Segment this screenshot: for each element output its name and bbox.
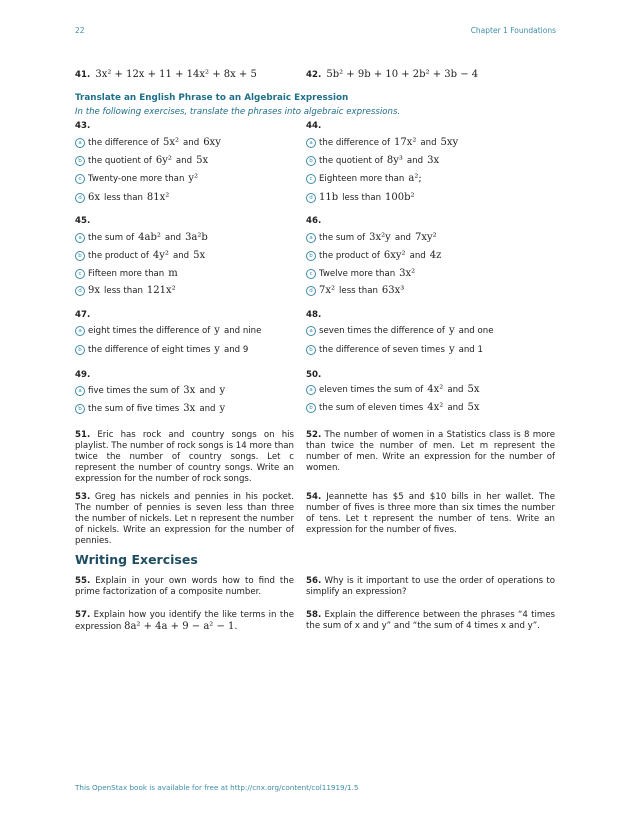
exercise-number: 48. xyxy=(306,310,322,320)
exercise-41 xyxy=(75,62,257,81)
part-badge: b xyxy=(306,251,316,261)
exercise-number: 44. xyxy=(306,121,322,131)
math-term: 7x² xyxy=(319,285,336,296)
math-term: 6xy xyxy=(203,137,221,148)
math-term: 5xy xyxy=(440,137,459,148)
phrase-text: the difference of seven times xyxy=(319,344,445,355)
exercise-number: 52. xyxy=(306,430,322,440)
math-term: 4z xyxy=(429,250,442,261)
exercise-47a xyxy=(75,325,261,336)
part-badge: b xyxy=(306,345,316,355)
math-term: y xyxy=(219,403,226,414)
exercise-56 xyxy=(306,576,555,598)
math-term: 6xy² xyxy=(383,250,406,261)
math-term: 5x xyxy=(467,402,480,413)
part-badge: d xyxy=(306,193,316,203)
math-term: 3x xyxy=(183,403,196,414)
math-term: 6x xyxy=(88,192,101,203)
math-term: 63x³ xyxy=(381,285,405,296)
math-term: 3x² xyxy=(399,268,416,279)
math-term: 4ab² xyxy=(138,232,161,243)
math-term: 81x² xyxy=(146,192,170,203)
math-term: 4y² xyxy=(152,250,169,261)
math-expression: 5b² + 9b + 10 + 2b² + 3b − 4 xyxy=(326,69,479,80)
math-term: a²; xyxy=(408,173,422,184)
phrase-text: the difference of eight times xyxy=(88,344,211,355)
math-term: 3x²y xyxy=(369,232,391,243)
page-number: 22 xyxy=(75,26,85,35)
math-term: 7xy² xyxy=(415,232,437,243)
part-badge: d xyxy=(75,286,85,296)
math-term: 5x xyxy=(196,155,209,166)
exercise-42 xyxy=(306,62,478,81)
exercise-44c xyxy=(306,173,422,184)
part-badge: b xyxy=(75,404,85,414)
part-badge: a xyxy=(75,233,85,243)
phrase-text: the product of xyxy=(88,250,149,261)
part-badge: a xyxy=(306,138,316,148)
math-expression: 8a² + 4a + 9 − a² − 1. xyxy=(124,621,238,632)
part-badge: a xyxy=(75,138,85,148)
phrase-text: and xyxy=(183,137,200,148)
phrase-text: and xyxy=(199,403,216,414)
part-badge: a xyxy=(306,233,316,243)
math-term: 5x xyxy=(193,250,206,261)
exercise-44b xyxy=(306,155,439,166)
phrase-text: seven times the difference of xyxy=(319,325,445,336)
phrase-text: the difference of xyxy=(319,137,390,148)
phrase-text: and xyxy=(447,402,464,413)
math-term: y xyxy=(214,344,220,355)
exercise-text: Explain how you identify the like terms in the expression xyxy=(75,610,295,632)
phrase-text: and xyxy=(394,232,411,243)
part-badge: b xyxy=(75,345,85,355)
math-term: y xyxy=(448,325,455,336)
phrase-text: less than xyxy=(104,192,143,203)
phrase-text: Eighteen more than xyxy=(319,173,405,184)
math-term: 5x² xyxy=(163,137,180,148)
exercise-text: Greg has nickels and pennies in his pocket. The number of pennies is seven less than three the number of nickels. Let n represent the number of nickels. Write an expression for the number of pennies. xyxy=(75,492,294,546)
exercise-number: 41. xyxy=(75,70,91,80)
phrase-text: eleven times the sum of xyxy=(319,384,424,395)
exercise-46b xyxy=(306,250,441,261)
phrase-text: the sum of xyxy=(88,232,135,243)
phrase-text: the difference of xyxy=(88,137,159,148)
exercise-text: Jeannette has $5 and $10 bills in her wallet. The number of fives is three more than six times the number of tens. Let t represent the number of tens. Write an expression for the number of fives. xyxy=(306,492,555,535)
exercise-number: 46. xyxy=(306,216,322,226)
math-term: 121x² xyxy=(146,285,176,296)
phrase-text: less than xyxy=(104,285,143,296)
exercise-46a xyxy=(306,232,437,243)
math-term: y² xyxy=(188,173,199,184)
part-badge: a xyxy=(306,385,316,395)
math-term: 100b² xyxy=(385,192,415,203)
phrase-text: less than xyxy=(339,285,378,296)
exercise-50a xyxy=(306,384,480,395)
part-badge: b xyxy=(75,156,85,166)
exercise-46c xyxy=(306,268,415,279)
math-term: 5x xyxy=(467,384,480,395)
exercise-45d xyxy=(75,285,176,296)
exercise-43b xyxy=(75,155,208,166)
exercise-number: 50. xyxy=(306,370,322,380)
phrase-text: eight times the difference of xyxy=(88,325,211,336)
phrase-text: the sum of five times xyxy=(88,403,180,414)
phrase-text: and 1 xyxy=(458,344,483,355)
part-badge: b xyxy=(306,156,316,166)
math-term: 3x xyxy=(183,385,196,396)
phrase-text: the quotient of xyxy=(319,155,383,166)
exercise-52 xyxy=(306,430,555,474)
chapter-title: Chapter 1 Foundations xyxy=(470,26,556,35)
exercise-53 xyxy=(75,492,294,547)
exercise-55 xyxy=(75,576,294,598)
exercise-number: 45. xyxy=(75,216,91,226)
exercise-number: 58. xyxy=(306,610,322,620)
phrase-text: less than xyxy=(342,192,382,203)
exercise-48b xyxy=(306,344,483,355)
exercise-text: The number of women in a Statistics class is 8 more than twice the number of men. Let m represent the number of men. Write an expression for the number of women. xyxy=(306,430,555,473)
part-badge: a xyxy=(75,386,85,396)
math-term: y xyxy=(448,344,455,355)
exercise-number: 47. xyxy=(75,310,91,320)
exercise-number: 57. xyxy=(75,610,91,620)
phrase-text: and xyxy=(420,137,437,148)
exercise-43c xyxy=(75,173,198,184)
exercise-number: 51. xyxy=(75,430,91,440)
part-badge: c xyxy=(75,269,85,279)
exercise-58 xyxy=(306,610,555,632)
phrase-text: and xyxy=(406,155,424,166)
part-badge: b xyxy=(75,251,85,261)
phrase-text: and one xyxy=(458,325,494,336)
exercise-57 xyxy=(75,610,294,633)
phrase-text: Twenty-one more than xyxy=(88,173,185,184)
exercise-48a xyxy=(306,325,494,336)
math-term: 4x² xyxy=(427,402,444,413)
math-expression: 3x² + 12x + 11 + 14x² + 8x + 5 xyxy=(95,69,257,80)
math-term: m xyxy=(168,268,178,279)
math-term: y xyxy=(219,385,226,396)
math-term: 3a²b xyxy=(185,232,208,243)
part-badge: b xyxy=(306,403,316,413)
exercise-45c xyxy=(75,268,178,279)
phrase-text: and xyxy=(172,250,190,261)
section-heading: Translate an English Phrase to an Algebraic Expression xyxy=(75,93,349,103)
phrase-text: and xyxy=(409,250,426,261)
math-term: 17x² xyxy=(394,137,417,148)
math-term: y xyxy=(214,325,220,336)
part-badge: c xyxy=(75,174,85,184)
exercise-49b xyxy=(75,403,225,414)
exercise-45a xyxy=(75,232,208,243)
exercise-number: 42. xyxy=(306,70,322,80)
phrase-text: and xyxy=(164,232,182,243)
exercise-number: 56. xyxy=(306,576,322,586)
math-term: 9x xyxy=(88,285,101,296)
phrase-text: and nine xyxy=(223,325,262,336)
writing-exercises-heading: Writing Exercises xyxy=(75,552,198,567)
footer-note: This OpenStax book is available for free at http://cnx.org/content/col11919/1.5 xyxy=(75,783,359,792)
exercise-44d xyxy=(306,192,415,203)
part-badge: a xyxy=(306,326,316,336)
math-term: 4x² xyxy=(427,384,444,395)
part-badge: a xyxy=(75,326,85,336)
exercise-text: Eric has rock and country songs on his playlist. The number of rock songs is 14 more than twice the number of country songs. Let c represent the number of country songs. Write an expression for the number of rock songs. xyxy=(75,430,295,484)
phrase-text: Fifteen more than xyxy=(88,268,165,279)
phrase-text: the product of xyxy=(319,250,380,261)
part-badge: c xyxy=(306,174,316,184)
math-term: 3x xyxy=(427,155,440,166)
part-badge: d xyxy=(306,286,316,296)
math-term: 6y² xyxy=(155,155,172,166)
phrase-text: and xyxy=(447,384,464,395)
exercise-number: 43. xyxy=(75,121,91,131)
phrase-text: five times the sum of xyxy=(88,385,180,396)
phrase-text: and 9 xyxy=(223,344,249,355)
exercise-text: Explain the difference between the phrases “4 times the sum of x and y” and “the sum of 4 times x and y”. xyxy=(306,610,555,631)
phrase-text: the quotient of xyxy=(88,155,152,166)
phrase-text: the sum of xyxy=(319,232,366,243)
exercise-number: 54. xyxy=(306,492,322,502)
exercise-45b xyxy=(75,250,205,261)
exercise-50b xyxy=(306,402,480,413)
phrase-text: and xyxy=(199,385,216,396)
exercise-54 xyxy=(306,492,555,536)
exercise-text: Why is it important to use the order of operations to simplify an expression? xyxy=(306,576,556,597)
part-badge: c xyxy=(306,269,316,279)
exercise-49a xyxy=(75,385,225,396)
math-term: 11b xyxy=(319,192,339,203)
math-term: 8y³ xyxy=(386,155,403,166)
exercise-46d xyxy=(306,285,404,296)
exercise-47b xyxy=(75,344,248,355)
exercise-number: 55. xyxy=(75,576,91,586)
exercise-number: 49. xyxy=(75,370,91,380)
phrase-text: the sum of eleven times xyxy=(319,402,424,413)
exercise-43a xyxy=(75,137,221,148)
part-badge: d xyxy=(75,193,85,203)
exercise-number: 53. xyxy=(75,492,91,502)
phrase-text: Twelve more than xyxy=(319,268,396,279)
exercise-43d xyxy=(75,192,169,203)
section-instructions: In the following exercises, translate the phrases into algebraic expressions. xyxy=(75,107,401,117)
exercise-51 xyxy=(75,430,294,485)
exercise-44a xyxy=(306,137,458,148)
phrase-text: and xyxy=(175,155,193,166)
exercise-text: Explain in your own words how to find the prime factorization of a composite number. xyxy=(75,576,294,597)
